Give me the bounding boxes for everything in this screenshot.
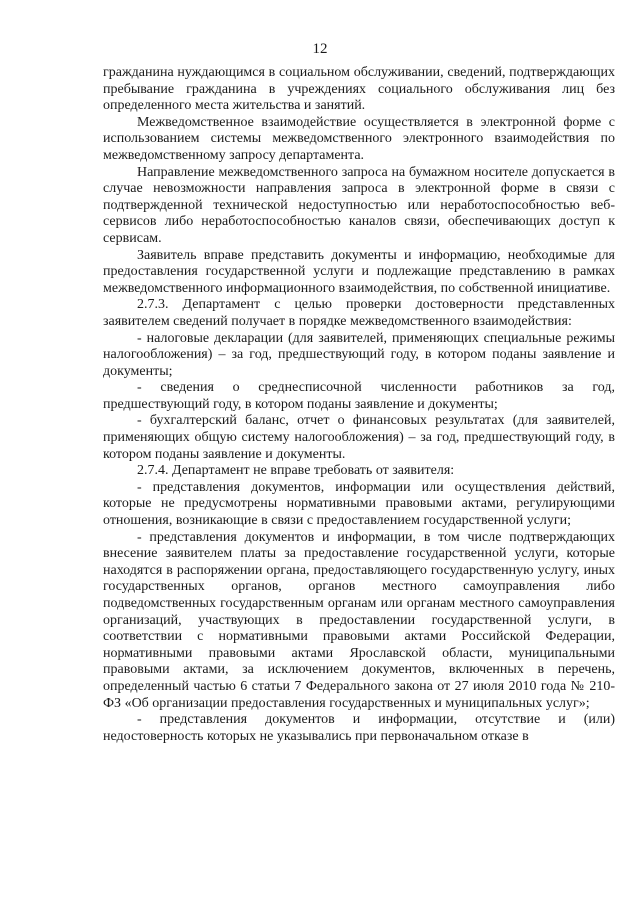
list-item-unrequired-documents: - представления документов, информации или осуществления действий, которые не предусмотрены нормативными правовыми актами, регулирующими отношения, возникающие в связи с предоставлением государственной услуги; xyxy=(103,479,615,529)
paragraph-interagency-electronic: Межведомственное взаимодействие осуществляется в электронной форме с использованием системы межведомственного электронного взаимодействия по межведомственному запросу департамента. xyxy=(103,114,615,163)
page-number: 12 xyxy=(312,41,328,57)
paragraph-2-7-4: 2.7.4. Департамент не вправе требовать от заявителя: xyxy=(137,463,455,479)
paragraph-applicant-right: Заявитель вправе представить документы и информацию, необходимые для предоставления государственной услуги и подлежащие представлению в рамках межведомственного информационного взаимодействия, по собственной инициативе. xyxy=(103,247,615,296)
list-item-balance-sheet: - бухгалтерский баланс, отчет о финансовых результатах (для заявителей, применяющих общую систему налогообложения) – за год, предшествующий году, в котором поданы заявление и документы. xyxy=(103,413,615,462)
paragraph-paper-request: Направление межведомственного запроса на бумажном носителе допускается в случае невозможности направления запроса в электронной форме в связи с подтвержденной технической недоступностью или неработоспособностью веб-сервисов либо неработоспособностью каналов связи, обеспечивающих доступ к сервисам. xyxy=(103,164,615,246)
list-item-documents-in-possession: - представления документов и информации, в том числе подтверждающих внесение заявителем платы за предоставление государственной услуги, которые находятся в распоряжении органа, предоставляющего государственную услугу, иных государственных органов, органов местного самоуправления либо подведомственных государственным органам или органам местного самоуправления организаций, участвующих в предоставлении государственной услуги, в соответствии с нормативными правовыми актами Российской Федерации, нормативными правовыми актами Ярославской области, муниципальными правовыми актами, за исключением документов, включенных в перечень, определенный частью 6 статьи 7 Федерального закона от 27 июля 2010 года № 210-ФЗ «Об организации предоставления государственных и муниципальных услуг»; xyxy=(103,529,615,711)
paragraph-continuation: гражданина нуждающимся в социальном обслуживании, сведений, подтверждающих пребывание гражданина в учреждениях социального обслуживания лиц без определенного места жительства и занятий. xyxy=(103,65,615,114)
list-item-employee-count: - сведения о среднесписочной численности работников за год, предшествующий году, в котором поданы заявление и документы; xyxy=(103,380,615,412)
list-item-tax-declarations: - налоговые декларации (для заявителей, применяющих специальные режимы налогообложения) – за год, предшествующий году, в котором поданы заявление и документы; xyxy=(103,330,615,379)
list-item-missing-documents: - представления документов и информации, отсутствие и (или) недостоверность которых не указывались при первоначальном отказе в xyxy=(103,712,615,744)
document-body xyxy=(103,65,615,745)
paragraph-2-7-3: 2.7.3. Департамент с целью проверки достоверности представленных заявителем сведений получает в порядке межведомственного взаимодействия: xyxy=(103,297,615,329)
